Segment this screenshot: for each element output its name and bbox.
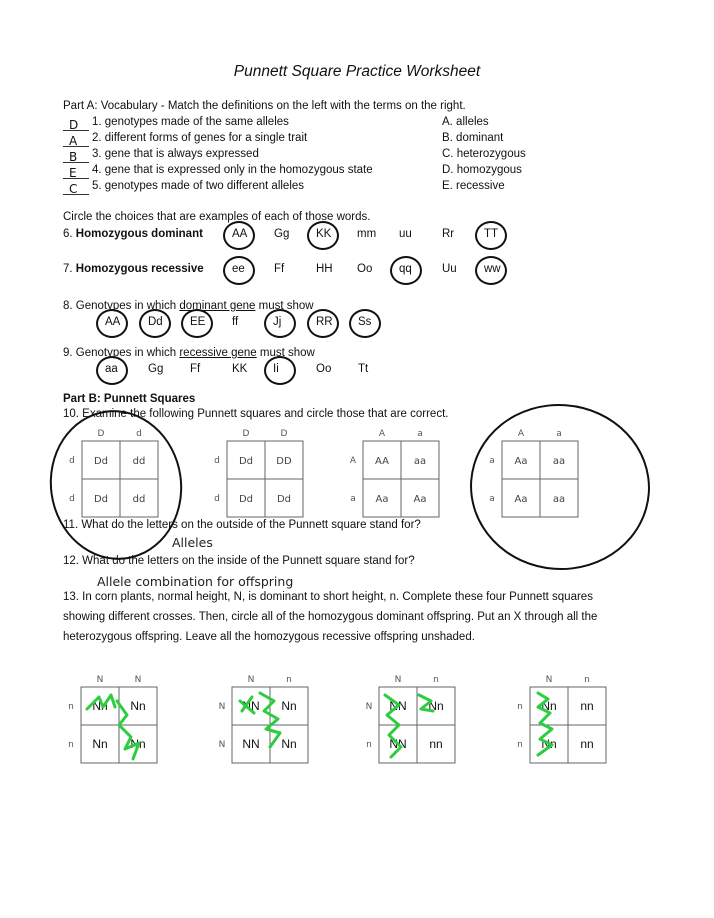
q12-answer: Allele combination for offspring <box>97 574 294 589</box>
choice-circle <box>96 309 128 338</box>
vocab-answer: B <box>69 150 78 164</box>
choice-circle <box>307 309 339 338</box>
parent-allele-top: N <box>96 675 104 685</box>
vocab-definition: 1. genotypes made of the same alleles <box>92 116 289 128</box>
genotype-choice: Ss <box>358 316 372 328</box>
choice-circle <box>223 221 255 250</box>
parent-allele-side: d <box>214 456 220 466</box>
parent-allele-top: a <box>417 429 423 439</box>
genotype-choice: Ii <box>273 363 279 375</box>
offspring-genotype: NN <box>389 699 407 713</box>
offspring-genotype: Dd <box>93 494 109 505</box>
choice-circle <box>264 309 296 338</box>
offspring-genotype: Dd <box>238 494 254 505</box>
offspring-genotype: Aa <box>514 494 528 505</box>
offspring-genotype: NN <box>242 737 260 751</box>
part-a-heading: Part A: Vocabulary - Match the definitions on the left with the terms on the right. <box>63 100 466 112</box>
genotype-choice: Gg <box>274 228 290 240</box>
genotype-choice: TT <box>484 228 499 240</box>
parent-allele-side: a <box>350 494 356 504</box>
choice-circle <box>264 356 296 385</box>
parent-allele-side: n <box>68 702 74 712</box>
offspring-genotype: Aa <box>514 456 528 467</box>
offspring-genotype: Nn <box>92 699 108 713</box>
parent-allele-side: N <box>218 702 226 712</box>
parent-allele-side: d <box>214 494 220 504</box>
genotype-choice: KK <box>316 228 332 240</box>
genotype-choice: ee <box>232 263 245 275</box>
vocab-definition: 5. genotypes made of two different alleles <box>92 180 305 192</box>
offspring-genotype: nn <box>429 737 443 751</box>
choice-circle <box>223 256 255 285</box>
offspring-genotype: Dd <box>276 494 292 505</box>
punnett-square <box>205 425 311 521</box>
vocab-term: D. homozygous <box>442 164 522 176</box>
offspring-genotype: Aa <box>375 494 389 505</box>
offspring-genotype: dd <box>132 494 146 505</box>
offspring-genotype: NN <box>242 699 260 713</box>
offspring-genotype: Nn <box>541 737 557 751</box>
genotype-choice: Gg <box>148 363 164 375</box>
offspring-genotype: Nn <box>92 737 108 751</box>
punnett-square <box>59 671 165 767</box>
genotype-choice: RR <box>316 316 333 328</box>
q9-prompt: 9. Genotypes in which recessive gene must show <box>63 347 315 359</box>
parent-allele-top: A <box>517 429 525 439</box>
genotype-choice: HH <box>316 263 333 275</box>
vocab-definition: 2. different forms of genes for a single trait <box>92 132 308 144</box>
punnett-square <box>357 671 463 767</box>
choice-circle <box>96 356 128 385</box>
q7-label: 7. Homozygous recessive <box>63 263 204 275</box>
offspring-genotype: DD <box>276 456 292 467</box>
parent-allele-side: A <box>349 456 357 466</box>
parent-allele-side: a <box>489 494 495 504</box>
offspring-genotype: AA <box>375 456 389 467</box>
parent-allele-side: n <box>517 702 523 712</box>
parent-allele-top: n <box>584 675 590 685</box>
offspring-genotype: Nn <box>281 699 297 713</box>
parent-allele-top: N <box>394 675 402 685</box>
offspring-genotype: nn <box>580 737 594 751</box>
genotype-choice: uu <box>399 228 412 240</box>
parent-allele-top: d <box>136 429 142 439</box>
parent-allele-top: D <box>280 429 288 439</box>
vocab-answer: E <box>69 166 77 180</box>
offspring-genotype: Nn <box>130 699 146 713</box>
choice-circle <box>181 309 213 338</box>
parent-allele-top: D <box>242 429 250 439</box>
punnett-square <box>508 671 614 767</box>
parent-allele-side: n <box>517 740 523 750</box>
parent-allele-top: D <box>97 429 105 439</box>
choice-circle <box>307 221 339 250</box>
punnett-square <box>341 425 447 521</box>
genotype-choice: mm <box>357 228 377 240</box>
offspring-genotype: Dd <box>238 456 254 467</box>
offspring-genotype: Nn <box>281 737 297 751</box>
genotype-choice: Uu <box>442 263 457 275</box>
q12-prompt: 12. What do the letters on the inside of the Punnett square stand for? <box>63 555 415 567</box>
genotype-choice: qq <box>399 263 412 275</box>
offspring-genotype: dd <box>132 456 146 467</box>
parent-allele-side: n <box>68 740 74 750</box>
genotype-choice: EE <box>190 316 206 328</box>
parent-allele-top: n <box>433 675 439 685</box>
q8-prompt: 8. Genotypes in which dominant gene must show <box>63 300 314 312</box>
choice-circle <box>349 309 381 338</box>
genotype-choice: Tt <box>358 363 369 375</box>
offspring-genotype: Nn <box>428 699 444 713</box>
genotype-choice: AA <box>105 316 121 328</box>
genotype-choice: Jj <box>273 316 282 328</box>
q11-prompt: 11. What do the letters on the outside of the Punnett square stand for? <box>63 519 421 531</box>
vocab-term: C. heterozygous <box>442 148 526 160</box>
parent-allele-top: n <box>286 675 292 685</box>
genotype-choice: ff <box>232 316 239 328</box>
q11-answer: Alleles <box>172 535 213 550</box>
offspring-genotype: nn <box>580 699 594 713</box>
vocab-term: E. recessive <box>442 180 505 192</box>
parent-allele-top: A <box>378 429 386 439</box>
vocab-term: A. alleles <box>442 116 489 128</box>
q10-prompt: 10. Examine the following Punnett squares and circle those that are correct. <box>63 408 449 420</box>
genotype-choice: ww <box>484 263 501 275</box>
q13-prompt: 13. In corn plants, normal height, N, is dominant to short height, n. Complete these four Punnett squares showing different crosses. Then, circle all of the homozygous dominant offspring. Put an X through all the heterozygous offspring. Leave all the homozygous recessive offspring unshaded. <box>63 591 598 643</box>
parent-allele-side: d <box>69 494 75 504</box>
genotype-choice: Oo <box>357 263 373 275</box>
circle-instructions: Circle the choices that are examples of each of those words. <box>63 211 371 223</box>
parent-allele-side: a <box>489 456 495 466</box>
genotype-choice: KK <box>232 363 248 375</box>
genotype-choice: AA <box>232 228 248 240</box>
parent-allele-side: N <box>365 702 373 712</box>
offspring-genotype: aa <box>552 494 566 505</box>
genotype-choice: Ff <box>190 363 201 375</box>
genotype-choice: aa <box>105 363 118 375</box>
offspring-genotype: Aa <box>413 494 427 505</box>
vocab-answer: A <box>69 134 78 148</box>
part-b-heading: Part B: Punnett Squares <box>63 393 196 405</box>
genotype-choice: Oo <box>316 363 332 375</box>
parent-allele-side: N <box>218 740 226 750</box>
vocab-term: B. dominant <box>442 132 504 144</box>
offspring-genotype: aa <box>552 456 566 467</box>
parent-allele-top: a <box>556 429 562 439</box>
offspring-genotype: Nn <box>130 737 146 751</box>
vocab-answer: C <box>69 182 78 196</box>
vocab-answer: D <box>69 118 79 132</box>
genotype-choice: Ff <box>274 263 285 275</box>
choice-circle <box>475 221 507 250</box>
offspring-genotype: NN <box>389 737 407 751</box>
page-title: Punnett Square Practice Worksheet <box>233 63 481 80</box>
genotype-choice: Rr <box>442 228 455 240</box>
parent-allele-top: N <box>247 675 255 685</box>
offspring-genotype: aa <box>413 456 427 467</box>
choice-circle <box>390 256 422 285</box>
parent-allele-top: N <box>545 675 553 685</box>
parent-allele-top: N <box>134 675 142 685</box>
genotype-choice: Dd <box>148 316 163 328</box>
offspring-genotype: Nn <box>541 699 557 713</box>
q6-label: 6. Homozygous dominant <box>63 228 203 240</box>
offspring-genotype: Dd <box>93 456 109 467</box>
vocab-definition: 4. gene that is expressed only in the homozygous state <box>92 164 373 176</box>
parent-allele-side: d <box>69 456 75 466</box>
punnett-square <box>210 671 316 767</box>
parent-allele-side: n <box>366 740 372 750</box>
choice-circle <box>475 256 507 285</box>
choice-circle <box>139 309 171 338</box>
vocab-definition: 3. gene that is always expressed <box>92 148 259 160</box>
